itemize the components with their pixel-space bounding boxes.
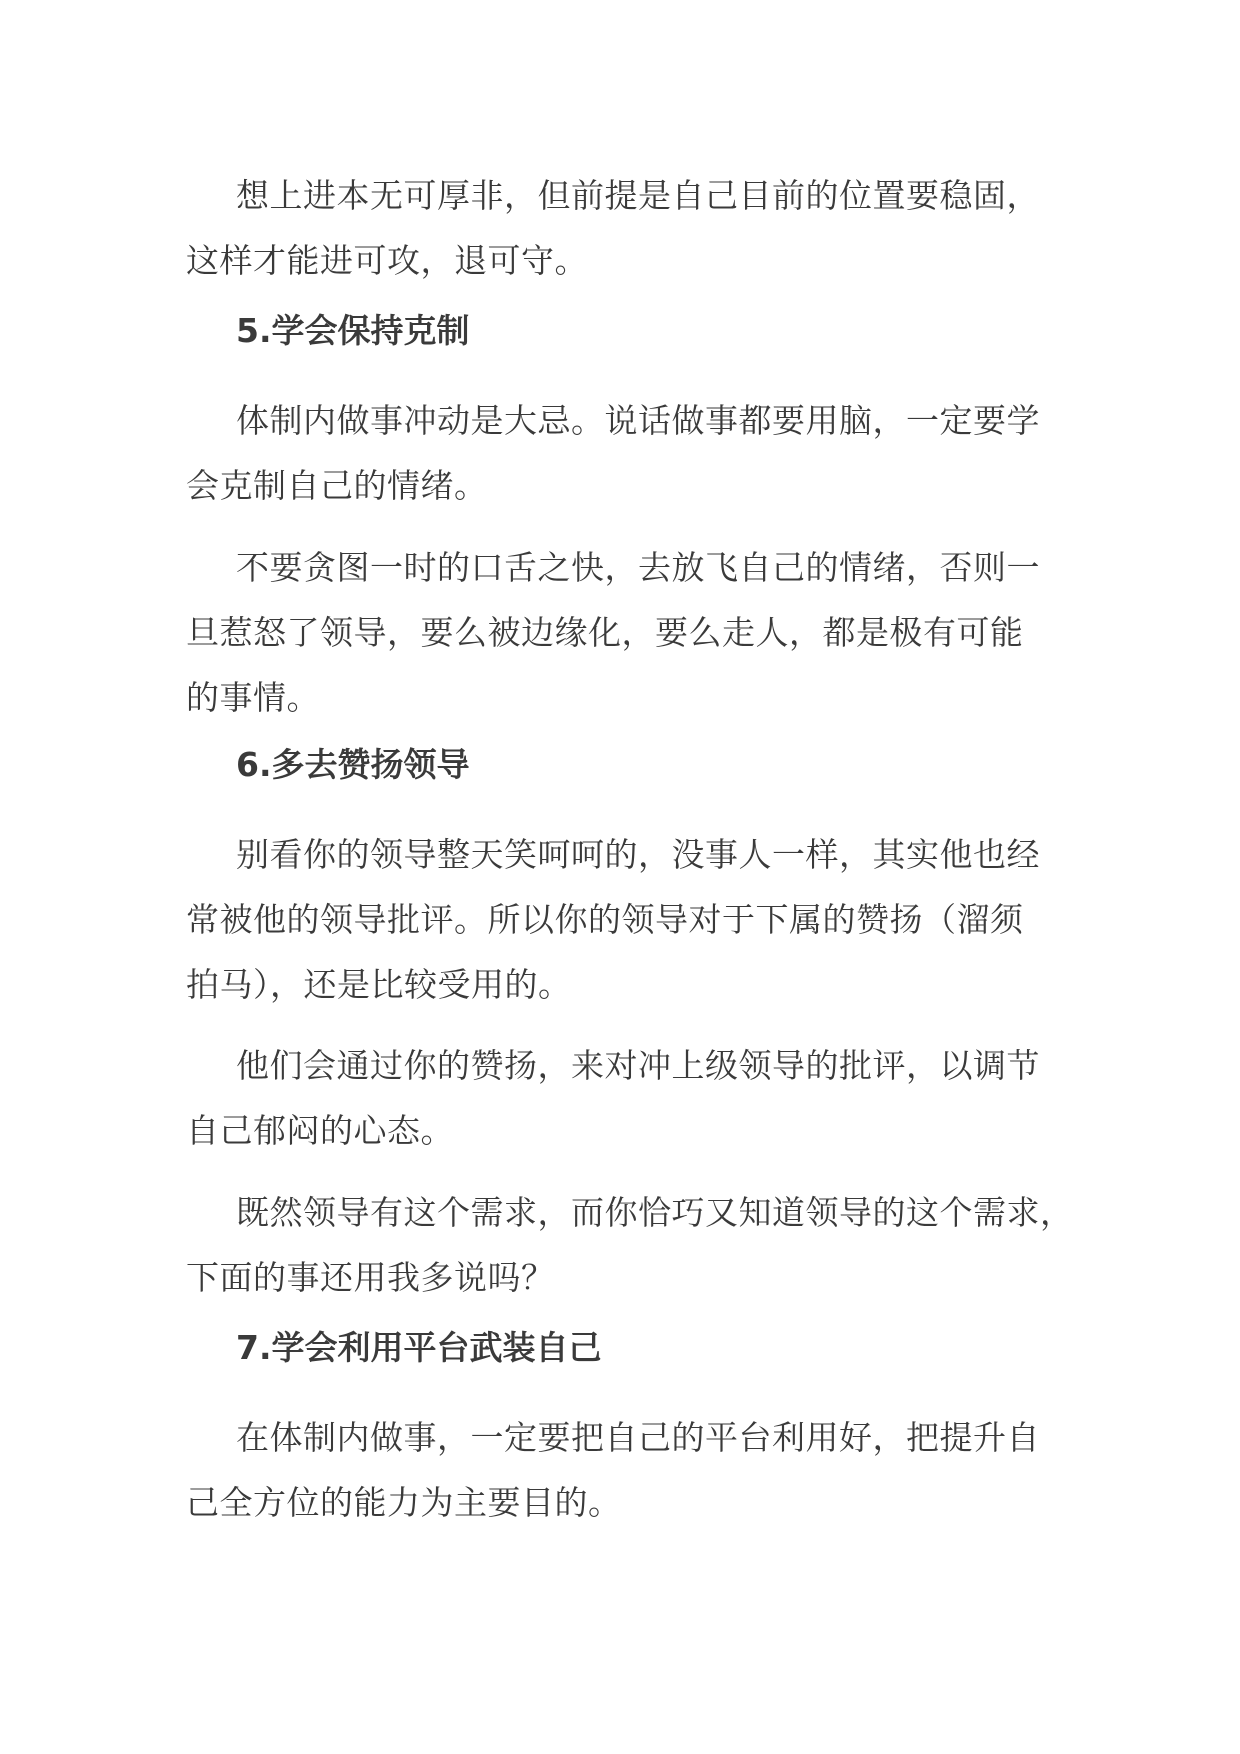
text-line: 自己郁闷的心态。 xyxy=(186,1111,454,1150)
text-line: 他们会通过你的赞扬，来对冲上级领导的批评，以调节 xyxy=(236,1046,1040,1085)
paragraph xyxy=(186,388,1086,518)
paragraph xyxy=(186,1180,1086,1310)
text-line: 不要贪图一时的口舌之快，去放飞自己的情绪，否则一 xyxy=(236,548,1040,587)
text-line: 常被他的领导批评。所以你的领导对于下属的赞扬（溜须 xyxy=(186,900,1024,939)
text-line: 旦惹怒了领导，要么被边缘化，要么走人，都是极有可能 xyxy=(186,613,1024,652)
paragraph xyxy=(186,163,1086,293)
section-heading-5: 5.学会保持克制 xyxy=(236,311,470,350)
text-line: 体制内做事冲动是大忌。说话做事都要用脑，一定要学 xyxy=(236,401,1040,440)
text-line: 这样才能进可攻，退可守。 xyxy=(186,241,588,280)
paragraph xyxy=(186,1033,1086,1163)
text-line: 拍马），还是比较受用的。 xyxy=(186,965,572,1004)
section-heading-6: 6.多去赞扬领导 xyxy=(236,745,470,784)
paragraph xyxy=(186,822,1086,1017)
text-line: 别看你的领导整天笑呵呵的，没事人一样，其实他也经 xyxy=(236,835,1040,874)
paragraph xyxy=(186,1405,1086,1535)
text-line: 的事情。 xyxy=(186,678,320,717)
text-line: 既然领导有这个需求，而你恰巧又知道领导的这个需求， xyxy=(236,1193,1074,1232)
text-line: 在体制内做事，一定要把自己的平台利用好，把提升自 xyxy=(236,1418,1040,1457)
paragraph xyxy=(186,535,1086,730)
section-heading-7: 7.学会利用平台武装自己 xyxy=(236,1328,602,1367)
text-line: 己全方位的能力为主要目的。 xyxy=(186,1483,622,1522)
text-line: 会克制自己的情绪。 xyxy=(186,466,488,505)
text-line: 想上进本无可厚非，但前提是自己目前的位置要稳固， xyxy=(236,176,1040,215)
text-line: 下面的事还用我多说吗？ xyxy=(186,1258,555,1297)
